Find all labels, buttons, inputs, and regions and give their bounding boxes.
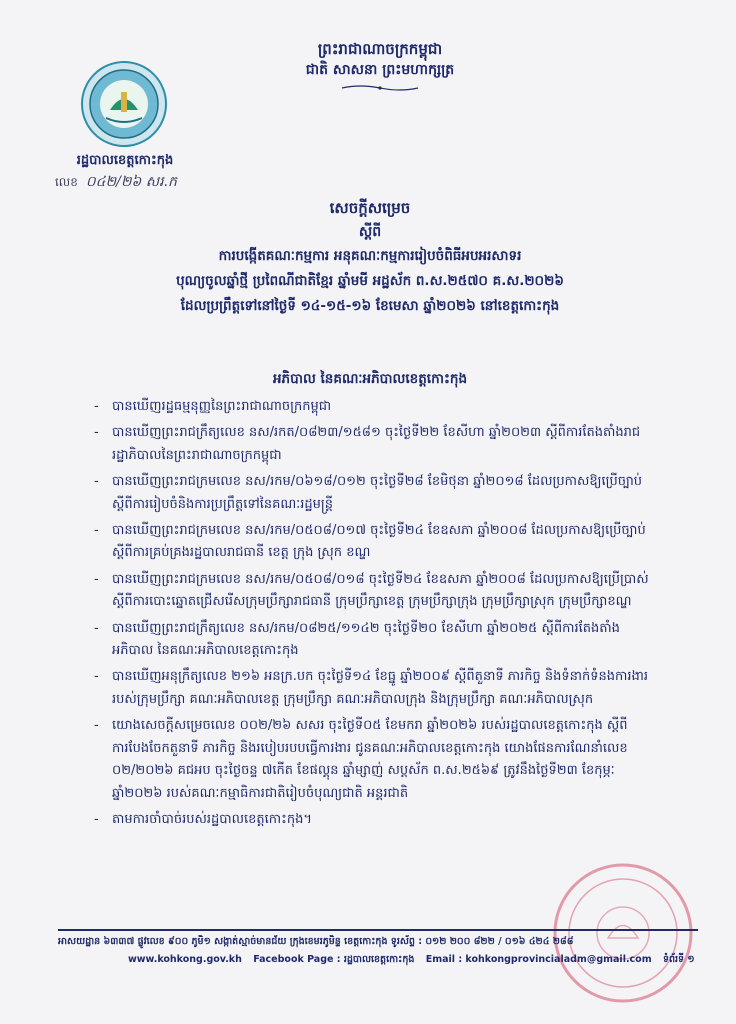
footer-page-number: ទំព័រទី ១ <box>662 954 695 965</box>
list-item: - បានឃើញរដ្ឋធម្មនុញ្ញនៃព្រះរាជាណាចក្រកម្ពុជា <box>112 396 652 418</box>
list-item: - បានឃើញព្រះរាជក្រមលេខ នស/រកម/០៦១៨/០១២ ចុះថ្ងៃទី២៨ ខែមិថុនា ឆ្នាំ២០១៨ ដែលប្រកាសឱ្យប្រើច្បាប់ស្តីពីការរៀបចំនិងការប្រព្រឹត្តទៅនៃគណៈរដ្ឋមន្ត្រី <box>112 471 652 516</box>
reference-label: លេខ <box>55 175 78 189</box>
footer-divider <box>58 929 698 931</box>
issuing-authority: អភិបាល នៃគណៈអភិបាលខេត្តកោះកុង <box>272 371 468 387</box>
national-motto: ជាតិ សាសនា ព្រះមហាក្សត្រ <box>305 62 455 78</box>
list-item: - បានឃើញព្រះរាជក្រមលេខ នស/រកម/០៥០៨/០១៨ ចុះថ្ងៃទី២៤ ខែឧសភា ឆ្នាំ២០០៨ ដែលប្រកាសឱ្យប្រើប្រាស់ស្តីពីការបោះឆ្នោតជ្រើសរើសក្រុមប្រឹក្សារាជធានី ក្រុមប្រឹក្សាខេត្ត ក្រុមប្រឹក្សាក្រុង ក្រុមប្រឹក្សាស្រុក ក្រុមប្រឹក្សាខណ្ឌ <box>112 569 652 614</box>
official-stamp-icon <box>548 858 698 1008</box>
list-item: - យោងសេចក្តីសម្រេចលេខ ០០២/២៦ សសរ ចុះថ្ងៃទី០៥ ខែមករា ឆ្នាំ២០២៦ របស់រដ្ឋបាលខេត្តកោះកុង ស្តីពីការបែងចែកតួនាទី ភារកិច្ច និងរបៀបរបបធ្វើការងារ ជូនគណៈអភិបាលខេត្តកោះកុង យោងផែនការណែនាំលេខ ០២/២០២៦ គជអប ចុះថ្ងៃចន្ទ ៧កើត ខែផល្គុន ឆ្នាំម្សាញ់ សប្តស័ក ព.ស.២៥៦៩ ត្រូវនឹងថ្ងៃទី២៣ ខែកុម្ភៈ ឆ្នាំ២០២៦ របស់គណៈកម្មាធិការជាតិរៀបចំបុណ្យជាតិ អន្តរជាតិ <box>112 715 652 805</box>
list-item: - បានឃើញព្រះរាជក្រឹត្យលេខ នស/រកម/០៨២៥/១១៤២ ចុះថ្ងៃទី២០ ខែសីហា ឆ្នាំ២០២៥ ស្តីពីការតែងតាំងអភិបាល នៃគណៈអភិបាលខេត្តកោះកុង <box>112 618 652 663</box>
ornament-divider-icon <box>340 84 420 92</box>
list-item: - បានឃើញព្រះរាជក្រឹត្យលេខ នស/រកត/០៨២៣/១៥៨១ ចុះថ្ងៃទី២២ ខែសីហា ឆ្នាំ២០២៣ ស្តីពីការតែងតាំងរាជរដ្ឋាភិបាលនៃព្រះរាជាណាចក្រកម្ពុជា <box>112 422 652 467</box>
document-subject-label: ស្តីពី <box>358 224 382 240</box>
list-item: - បានឃើញព្រះរាជក្រមលេខ នស/រកម/០៥០៨/០១៧ ចុះថ្ងៃទី២៤ ខែឧសភា ឆ្នាំ២០០៨ ដែលប្រកាសឱ្យប្រើច្បាប់ ស្តីពីការគ្រប់គ្រងរដ្ឋបាលរាជធានី ខេត្ត ក្រុង ស្រុក ខណ្ឌ <box>112 520 652 565</box>
document-subject-line-3: ដែលប្រព្រឹត្តទៅនៅថ្ងៃទី ១៤-១៥-១៦ ខែមេសា ឆ្នាំ២០២៦ នៅខេត្តកោះកុង <box>180 298 560 314</box>
reference-number <box>55 172 177 193</box>
footer-email: Email : kohkongprovincialadm@gmail.com <box>425 954 652 965</box>
kingdom-header <box>260 38 500 92</box>
legal-basis-list <box>112 396 652 835</box>
document-subject-line-1: ការបង្កើតគណៈកម្មការ អនុគណៈកម្មការរៀបចំពិធីអបអរសាទរ <box>218 248 522 264</box>
footer-website: www.kohkong.gov.kh <box>128 954 242 965</box>
document-title: សេចក្តីសម្រេច <box>329 199 411 217</box>
footer-address: អាសយដ្ឋាន ៦៣៣៧ ផ្លូវលេខ ៩០០ ភូមិ១ សង្កាត់ស្មាច់មានជ័យ ក្រុងខេមរភូមិន្ទ ខេត្តកោះកុង ទូរស័ព្ទ : ០១២ ២០០ ៨២២ / ០១៦ ៤២៤ ២៨៨ <box>58 936 574 947</box>
list-item: - តាមការចាំបាច់របស់រដ្ឋបាលខេត្តកោះកុង។ <box>112 809 652 831</box>
footer-contacts <box>128 953 708 967</box>
kingdom-name: ព្រះរាជាណាចក្រកម្ពុជា <box>317 40 443 58</box>
list-item: - បានឃើញអនុក្រឹត្យលេខ ២១៦ អនក្រ.បក ចុះថ្ងៃទី១៤ ខែធ្នូ ឆ្នាំ២០០៩ ស្តីពីតួនាទី ភារកិច្ច និងទំនាក់ទំនងការងាររបស់ក្រុមប្រឹក្សា គណៈអភិបាលខេត្ត ក្រុមប្រឹក្សា គណៈអភិបាលក្រុង និងក្រុមប្រឹក្សា គណៈអភិបាលស្រុក <box>112 666 652 711</box>
document-subject-line-2: បុណ្យចូលឆ្នាំថ្មី ប្រពៃណីជាតិខ្មែរ ឆ្នាំមមី អដ្ឋស័ក ព.ស.២៥៧០ គ.ស.២០២៦ <box>176 273 564 289</box>
reference-value: ០៤២/២៦ សរ.ក <box>85 174 177 190</box>
provincial-seal-icon <box>80 60 168 148</box>
organization-name: រដ្ឋបាលខេត្តកោះកុង <box>76 153 174 168</box>
footer-facebook: Facebook Page : រដ្ឋបាលខេត្តកោះកុង <box>253 954 415 965</box>
document-title-block <box>70 196 670 319</box>
